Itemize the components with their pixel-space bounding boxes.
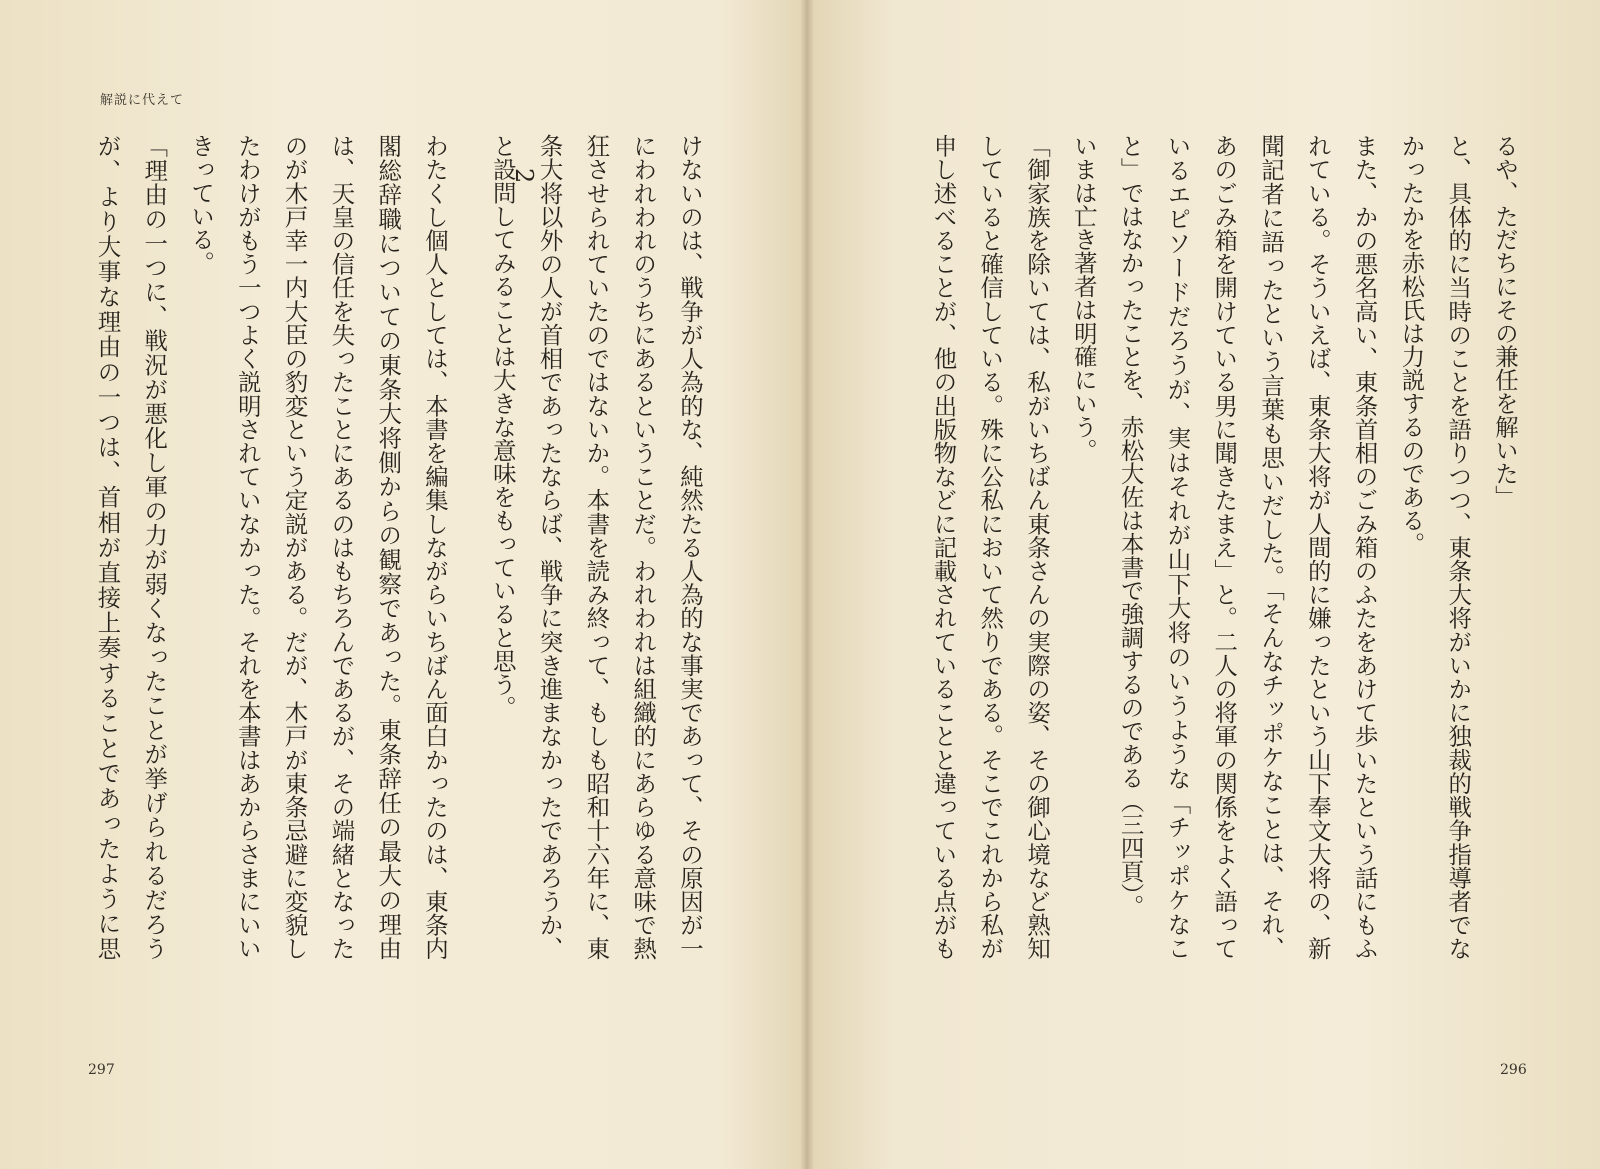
paragraph: わたくし個人としては、本書を編集しながらいちばん面白かったのは、東条内閣総辞職についての東条大将側からの観察であった。東条辞任の最大の理由は、天皇の信任を失ったことにあるのはもちろんであるが、その端緒となったのが木戸幸一内大臣の豹変という定説がある。だが、木戸が東条忌避に変貌したわけがもう一つよく説明されていなかった。それを本書はあからさまにいいきっている。 (187, 134, 449, 960)
running-head: 解説に代えて (100, 93, 185, 108)
paragraph: いまは亡き著者は明確にいう。 (1069, 134, 1098, 462)
left-page-column-upper (455, 134, 713, 960)
section-number: 2 (510, 168, 538, 184)
paragraph: けないのは、戦争が人為的な、純然たる人為的な事実であって、その原因が一にわれわれのうちにあるということだ。われわれは組織的にあらゆる意味で熱狂させられていたのではないか。本書を読み終って、もしも昭和十六年に、東条大将以外の人が首相であったならば、戦争に突き進まなかったであろうか、と設問してみることは大きな意味をもっていると思う。 (488, 134, 704, 960)
paragraph: と、具体的に当時のことを語りつつ、東条大将がいかに独裁的戦争指導者でなかったかを赤松氏は力説するのである。 (1397, 134, 1473, 960)
quote-paragraph: 「御家族を除いては、私がいちばん東条さんの実際の姿、その御心境など熟知していると確信している。殊に公私において然りである。そこでこれから私が申し述べることが、他の出版物などに記載されていることと違っている点がも (929, 134, 1052, 960)
right-page-text (918, 134, 1528, 960)
page-number: 297 (88, 1062, 115, 1078)
page-number: 296 (1500, 1062, 1527, 1078)
quote-end: るや、ただちにその兼任を解いた」 (1491, 134, 1519, 509)
quote-paragraph: 「理由の一つに、戦況が悪化し軍の力が弱くなったことが挙げられるだろうが、より大事な理由の一つは、首相が直接上奏することであったように思 (93, 134, 169, 960)
left-page-column-lower (80, 134, 458, 960)
paragraph: また、かの悪名高い、東条首相のごみ箱のふたをあけて歩いたという話にもふれている。そういえば、東条大将が人間的に嫌ったという山下奉文大将の、新聞記者に語ったという言葉も思いだした。「そんなチッポケなことは、それ、あのごみ箱を開けている男に聞きたまえ」と。二人の将軍の関係をよく語っているエピソードだろうが、実はそれが山下大将のいうような「チッポケなこと」ではなかったことを、赤松大佐は本書で強調するのである（三四頁）。 (1116, 134, 1379, 960)
